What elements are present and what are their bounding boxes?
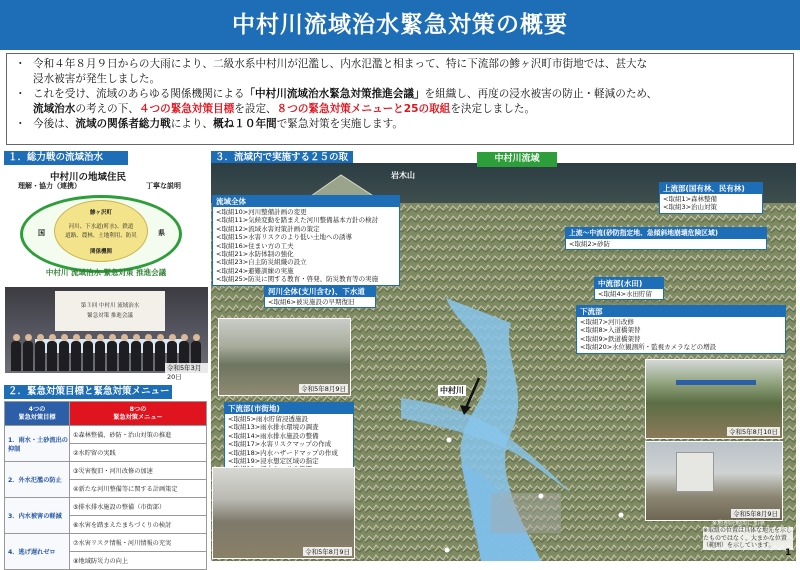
council-name: 「中村川流域治水緊急対策推進会議」 xyxy=(244,88,425,100)
callout-title: 河川全体(支川含む)、下水道 xyxy=(265,286,375,297)
flood-photo-1 xyxy=(218,318,351,396)
bullet: ・ xyxy=(15,118,26,130)
location-dot xyxy=(619,513,624,518)
national-label: 国 xyxy=(38,229,45,237)
attendee-head xyxy=(13,334,20,341)
goal-cell: 2．外水氾濫の防止 xyxy=(5,462,70,498)
location-dot xyxy=(447,438,452,443)
callout-items xyxy=(213,207,399,285)
attendee xyxy=(143,341,153,371)
conference-screen xyxy=(55,291,165,331)
callout-river-whole xyxy=(264,285,376,308)
intro-emphasis: 流域の関係者総力戦 xyxy=(75,118,171,130)
location-dot xyxy=(539,494,544,499)
table-row xyxy=(5,426,207,444)
callout-whole-basin xyxy=(212,195,400,286)
attendee-head xyxy=(61,334,68,341)
action-item: <取組23>自主防災組織の設立 xyxy=(216,258,307,267)
action-item: <取組6>被災施設の早期復旧 xyxy=(268,298,355,306)
city-area xyxy=(491,493,561,533)
action-item: <取組24>避難訓練の実施 xyxy=(216,266,294,275)
intro-text: 浸水被害が発生しました。 xyxy=(33,73,161,85)
menu-cell: ⑥水害を踏まえたまちづくりの検討 xyxy=(70,516,207,534)
attendee xyxy=(23,341,33,371)
menu-cell: ⑧地域防災力の向上 xyxy=(70,552,207,570)
cooperation-note: 理解・協力（連携） xyxy=(18,182,81,190)
attendee-head xyxy=(145,334,152,341)
menus-highlight: ８つの緊急対策メニューと25の取組 xyxy=(276,103,451,115)
flood-photo-2 xyxy=(645,359,783,439)
action-item: <取組13>雨水排水環境の調査 xyxy=(228,423,319,432)
section-3-heading: ３．流域内で実施する２５の取 xyxy=(211,151,353,165)
goals-header: 4つの 緊急対策目標 xyxy=(5,402,70,426)
callout-upper-middle xyxy=(565,227,767,250)
agencies-label: 関係機関 xyxy=(89,249,112,255)
callout-items xyxy=(595,289,663,299)
goal-cell: 4．逃げ遅れゼロ xyxy=(5,534,70,570)
table-row xyxy=(5,534,207,552)
photo-date: 令和5年3月20日 xyxy=(165,363,208,381)
attendee-head xyxy=(85,334,92,341)
attendee xyxy=(11,341,21,371)
intro-paragraph-3 xyxy=(15,117,785,132)
callout-title: 下流部(市街地) xyxy=(225,403,353,414)
action-item: <取組25>防災に関する教育・啓発、防災教育等の実施 xyxy=(216,275,379,284)
mountain-label: 岩木山 xyxy=(391,171,415,180)
callout-upper xyxy=(659,182,763,214)
bullet: ・ xyxy=(15,88,26,100)
agency-list-2: 道路、農林、土地利用、防災 xyxy=(65,233,137,239)
action-item: <取組20>水位観測所・監視カメラなどの増設 xyxy=(580,343,717,352)
river-label: 中村川 xyxy=(440,386,464,395)
action-item: <取組14>雨水排水施設の整備 xyxy=(228,431,319,440)
menu-cell: ⑤排水排水施設の整備（市街部） xyxy=(70,498,207,516)
callout-lower-city xyxy=(224,402,354,476)
callout-title: 上流部(国有林、民有林) xyxy=(660,183,762,194)
photo-date: 令和5年8月9日 xyxy=(305,548,350,556)
flood-photo-3 xyxy=(645,441,783,521)
photo-date: 令和5年8月10日 xyxy=(728,428,778,436)
section-2-heading: ２．緊急対策目標と緊急対策メニュー xyxy=(4,385,172,399)
attendee xyxy=(107,341,117,371)
attendee-head xyxy=(109,334,116,341)
screen-line-2: 緊急対策 推進会議 xyxy=(87,313,133,319)
attendee xyxy=(35,341,45,371)
intro-text: を決定しました。 xyxy=(450,103,536,115)
intro-text: 今後は、 xyxy=(33,118,76,130)
page-number: 1 xyxy=(785,548,792,558)
map-credit: ※地理院地図に加筆 xyxy=(712,520,766,527)
action-item: <取組1>森林整備 xyxy=(663,195,718,203)
goals-table xyxy=(4,401,207,570)
action-item: <取組9>鉄道橋架替 xyxy=(580,334,641,343)
photo-date: 令和5年8月9日 xyxy=(301,385,346,393)
intro-text: の考えの下、 xyxy=(75,103,139,115)
menu-cell: ②水貯留の実践 xyxy=(70,444,207,462)
attendee xyxy=(95,341,105,371)
attendee xyxy=(119,341,129,371)
photo-date: 令和5年8月9日 xyxy=(733,510,778,518)
attendee-head xyxy=(73,334,80,341)
attendee xyxy=(71,341,81,371)
action-item: <取組8>入道橋架替 xyxy=(580,326,641,335)
flood-photo-4 xyxy=(212,467,355,559)
intro-emphasis: 流域治水 xyxy=(33,103,76,115)
attendee-head xyxy=(169,334,176,341)
town-label: 鯵ヶ沢町 xyxy=(89,210,112,216)
table-row xyxy=(5,498,207,516)
attendee xyxy=(83,341,93,371)
section-1-heading: １．総力戦の流域治水 xyxy=(4,151,128,165)
callout-title: 上流～中流(砂防指定地、急傾斜地崩壊危険区域) xyxy=(566,228,766,239)
action-item: <取組21>水防体制の強化 xyxy=(216,250,294,259)
basin-tag: 中村川流域 xyxy=(477,152,557,167)
action-item: <取組19>浸水想定区域の指定 xyxy=(228,457,319,466)
intro-text: で緊急対策を実施します。 xyxy=(276,118,403,130)
action-item: <取組12>流域水害対策計画の策定 xyxy=(216,224,320,233)
menu-cell: ⑦水害リスク情報・河川情報の充実 xyxy=(70,534,207,552)
intro-paragraph-2 xyxy=(15,87,785,102)
callout-items xyxy=(225,414,353,475)
attendee-head xyxy=(49,334,56,341)
intro-paragraph-1 xyxy=(15,57,785,72)
intro-text: を設定、 xyxy=(234,103,277,115)
action-item: <取組16>住まい方の工夫 xyxy=(216,241,294,250)
agency-list-1: 河川、下水道(町水)、鉄道 xyxy=(68,224,134,230)
callout-middle xyxy=(594,277,664,300)
callout-title: 下流部 xyxy=(577,306,785,317)
callout-lower xyxy=(576,305,786,354)
callout-title: 流域全体 xyxy=(213,196,399,207)
intro-text: これを受け、流域のあらゆる関係機関による xyxy=(33,88,245,100)
action-item: <取組17>水害リスクマップの作成 xyxy=(228,440,332,449)
prefecture-label: 県 xyxy=(158,229,165,237)
attendee-head xyxy=(181,334,188,341)
attendee-head xyxy=(121,334,128,341)
menu-cell: ④新たな河川整備等に関する計画策定 xyxy=(70,480,207,498)
action-item: <取組10>河川整備計画の変更 xyxy=(216,208,307,216)
intro-text: を組織し、再度の浸水被害の防止・軽減のため、 xyxy=(424,88,658,100)
intro-paragraph-2-cont xyxy=(15,102,785,117)
action-item: <取組2>砂防 xyxy=(569,240,611,248)
attendee xyxy=(131,341,141,371)
action-item: <取組11>気候変動を踏まえた河川整備基本方針の検討 xyxy=(216,216,379,225)
action-item: <取組3>治山対策 xyxy=(663,203,718,212)
action-item: <取組4>水田貯留 xyxy=(598,290,653,298)
attendee-head xyxy=(157,334,164,341)
intro-box xyxy=(6,53,794,145)
bullet: ・ xyxy=(15,58,26,70)
menus-header: 8つの 緊急対策メニュー xyxy=(70,402,207,426)
intro-text: 令和４年８月９日からの大雨により、二級水系中村川が氾濫し、内水氾濫と相まって、特に下流部の鯵ヶ沢町市街地では、甚大な xyxy=(33,58,648,70)
goal-cell: 3．内水被害の軽減 xyxy=(5,498,70,534)
callout-items xyxy=(660,194,762,213)
menu-cell: ③災害復旧・河川改修の加速 xyxy=(70,462,207,480)
attendee xyxy=(59,341,69,371)
goal-cell: 1．雨水・土砂流出の抑制 xyxy=(5,426,70,462)
attendee-head xyxy=(97,334,104,341)
intro-text: により、 xyxy=(170,118,214,130)
screen-line-1: 第３回 中村川 流域治水 xyxy=(80,303,140,309)
menu-cell: ①森林整備、砂防・治山対策の推進 xyxy=(70,426,207,444)
action-item: <取組15>水害リスクのより低い土地への誘導 xyxy=(216,233,353,242)
callout-items xyxy=(566,239,766,249)
intro-emphasis: 概ね１０年間 xyxy=(213,118,277,130)
bridge xyxy=(676,380,756,385)
position-note: ※取組の位置は具体な地先を示したものではなく、大まかな位置（範囲）を示しています。 xyxy=(703,527,793,549)
attendee xyxy=(155,341,165,371)
goals-highlight: ４つの緊急対策目標 xyxy=(138,103,235,115)
attendee-head xyxy=(133,334,140,341)
building xyxy=(676,452,714,492)
location-dot xyxy=(445,548,450,553)
action-item: <取組5>雨水貯留浸透施設 xyxy=(228,415,309,423)
intro-paragraph-1-cont xyxy=(15,72,785,87)
explanation-note: 丁寧な説明 xyxy=(146,182,181,190)
council-label: 中村川 流域治水 緊急対策 推進会議 xyxy=(45,268,167,277)
callout-items xyxy=(577,317,785,353)
residents-label: 中村川の地域住民 xyxy=(50,172,127,183)
table-row xyxy=(5,462,207,480)
attendee-head xyxy=(25,334,32,341)
conference-photo xyxy=(5,287,208,381)
action-item: <取組7>河川改修 xyxy=(580,318,635,326)
callout-items xyxy=(265,297,375,307)
attendee-head xyxy=(37,334,44,341)
attendee-head xyxy=(193,334,200,341)
callout-title: 中流部(水田) xyxy=(595,278,663,289)
page-title: 中村川流域治水緊急対策の概要 xyxy=(232,12,568,38)
action-item: <取組18>内水ハザードマップの作成 xyxy=(228,448,338,457)
attendee xyxy=(47,341,57,371)
